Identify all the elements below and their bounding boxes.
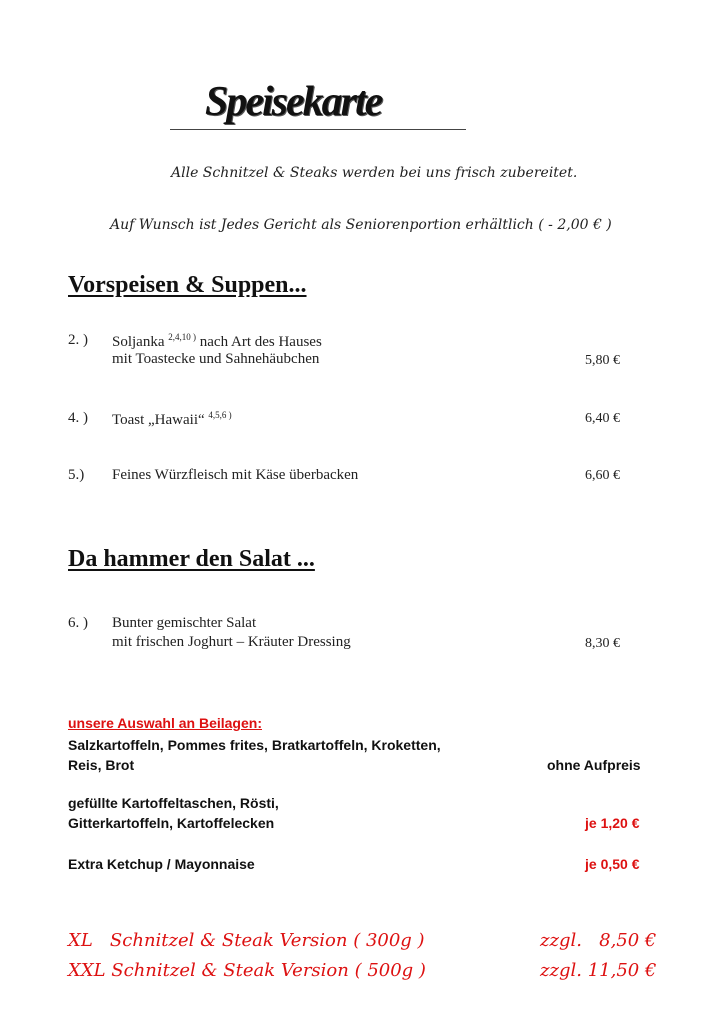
- sides-group2-line2: Gitterkartoffeln, Kartoffelecken: [68, 815, 275, 831]
- item-name: Bunter gemischter Salat: [112, 615, 257, 631]
- item-name: Feines Würzfleisch mit Käse überbacken: [112, 467, 359, 483]
- title-underline: [170, 129, 466, 130]
- item-number: 5.): [68, 467, 85, 483]
- extra-sauces: Extra Ketchup / Mayonnaise: [68, 856, 255, 872]
- item-title-rest: nach Art des Hauses: [199, 334, 322, 350]
- item-number: 4. ): [68, 410, 88, 426]
- allergen-note: 4,5,6 ): [208, 410, 232, 420]
- page-title: Speisekarte: [205, 79, 382, 125]
- item-title: Toast „Hawaii“: [112, 412, 205, 428]
- item-price: 6,60 €: [585, 468, 620, 483]
- sides-group1-line2: Reis, Brot: [68, 757, 135, 773]
- sides-group1-price: ohne Aufpreis: [547, 757, 641, 773]
- item-number: 2. ): [68, 332, 88, 348]
- allergen-note: 2,4,10 ): [168, 332, 196, 342]
- upgrade-xxl: XXL Schnitzel & Steak Version ( 500g ): [68, 960, 426, 981]
- sides-group1-line1: Salzkartoffeln, Pommes frites, Bratkartoffeln, Kroketten,: [68, 737, 441, 753]
- item-price: 8,30 €: [585, 636, 620, 651]
- item-price: 6,40 €: [585, 411, 620, 426]
- sides-group2-price: je 1,20 €: [585, 815, 640, 831]
- upgrade-xxl-price: zzgl. 11,50 €: [540, 960, 657, 981]
- item-price: 5,80 €: [585, 353, 620, 368]
- item-number: 6. ): [68, 615, 88, 631]
- extra-sauces-price: je 0,50 €: [585, 856, 640, 872]
- item-title: Soljanka: [112, 334, 165, 350]
- item-description: mit frischen Joghurt – Kräuter Dressing: [112, 634, 351, 650]
- intro-line-1: Alle Schnitzel & Steaks werden bei uns frisch zubereitet.: [171, 165, 578, 181]
- upgrade-xl-price: zzgl. 8,50 €: [540, 930, 657, 951]
- intro-line-2: Auf Wunsch ist Jedes Gericht als Seniorenportion erhältlich ( - 2,00 € ): [110, 217, 612, 233]
- section-heading-salad: Da hammer den Salat ...: [68, 546, 315, 572]
- upgrade-xl: XL Schnitzel & Steak Version ( 300g ): [68, 930, 425, 951]
- item-name: [112, 410, 232, 429]
- item-name: [112, 332, 322, 351]
- section-heading-starters: Vorspeisen & Suppen...: [68, 272, 307, 298]
- sides-heading: unsere Auswahl an Beilagen:: [68, 715, 262, 731]
- sides-group2-line1: gefüllte Kartoffeltaschen, Rösti,: [68, 795, 279, 811]
- item-description: mit Toastecke und Sahnehäubchen: [112, 351, 320, 367]
